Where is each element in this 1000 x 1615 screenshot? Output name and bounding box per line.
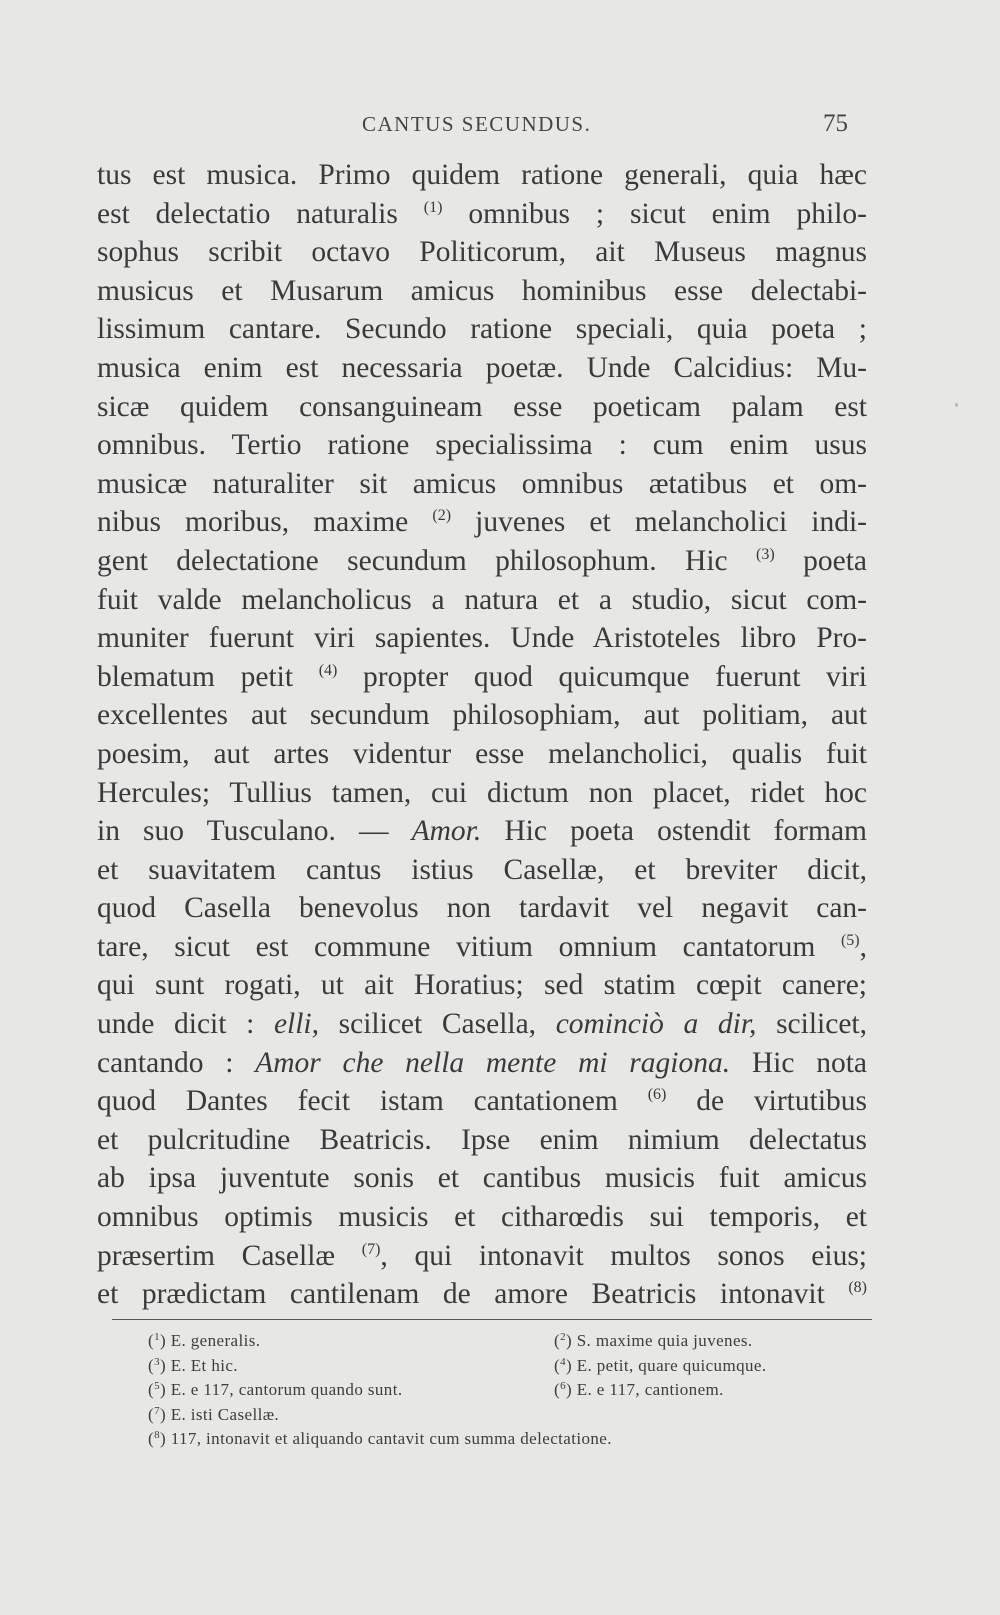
footnote: [554, 1329, 753, 1354]
footnote-row: [148, 1329, 868, 1354]
footnotes: [148, 1329, 868, 1452]
footnote-reference: (8): [848, 1279, 867, 1297]
footnote-mark: ($^3$): [148, 1355, 171, 1375]
text-segment: cantando :: [97, 1046, 256, 1079]
footnote-rule: [112, 1319, 872, 1320]
footnote: [148, 1354, 238, 1379]
main-text: [97, 156, 867, 1314]
footnote-row: [148, 1403, 868, 1428]
footnote-row: [148, 1378, 868, 1403]
paper-speck: [955, 403, 958, 407]
text-line: [97, 696, 867, 735]
text-segment: ,: [859, 930, 867, 963]
footnote-mark: ($^6$): [554, 1380, 577, 1399]
text-line: [97, 1198, 867, 1237]
text-segment: Hercules; Tullius tamen, cui dictum non placet, ridet hoc: [97, 776, 867, 809]
text-line: [97, 851, 867, 890]
text-line: [97, 1121, 867, 1160]
text-segment: Hic nota: [730, 1046, 867, 1079]
footnote-reference: (6): [647, 1086, 667, 1104]
footnote-row: [148, 1427, 868, 1452]
footnote-number: 6: [560, 1380, 566, 1392]
text-segment: fuit valde melancholicus a natura et a studio, sicut com-: [97, 583, 867, 616]
text-segment: in suo Tusculano. —: [97, 815, 412, 848]
text-line: [97, 310, 867, 349]
text-segment: lissimum cantare. Secundo ratione speciali, quia poeta ;: [97, 313, 867, 346]
text-segment: excellentes aut secundum philosophiam, aut politiam, aut: [97, 699, 867, 732]
text-segment: blematum petit: [97, 660, 319, 693]
footnote-number: 3: [154, 1355, 160, 1368]
text-line: [97, 1159, 867, 1198]
text-segment: omnibus. Tertio ratione specialissima : cum enim usus: [97, 429, 867, 462]
text-segment: poesim, aut artes videntur esse melancholici, qualis fuit: [97, 737, 867, 770]
italic-text: Amor.: [411, 815, 482, 848]
footnote-row: [148, 1354, 868, 1379]
footnote-text: E. Et hic.: [170, 1355, 238, 1375]
text-segment: musicus et Musarum amicus hominibus esse delectabi-: [97, 274, 867, 307]
text-line: [97, 156, 867, 195]
footnote-number: 7: [154, 1404, 160, 1417]
text-segment: omnibus ; sicut enim philo-: [442, 197, 867, 230]
text-segment: et suavitatem cantus istius Casellæ, et breviter dicit,: [97, 853, 867, 886]
footnote: [148, 1329, 260, 1354]
text-segment: muniter fuerunt viri sapientes. Unde Aristoteles libro Pro-: [97, 622, 867, 655]
text-segment: qui sunt rogati, ut ait Horatius; sed statim cœpit canere;: [97, 969, 867, 1002]
text-line: [97, 658, 867, 697]
text-line: [97, 542, 867, 581]
footnote-text: E. e 117, cantionem.: [576, 1380, 724, 1399]
footnote-reference: (3): [756, 545, 775, 563]
text-segment: tus est musica. Primo quidem ratione generali, quia hæc: [97, 159, 867, 191]
footnote-mark: ($^8$): [148, 1429, 171, 1448]
text-line: [97, 889, 867, 928]
footnote-number: 4: [560, 1355, 566, 1368]
text-line: [97, 426, 867, 465]
footnote-reference: (7): [361, 1240, 381, 1258]
text-line: [97, 581, 867, 620]
footnote-text: E. generalis.: [170, 1331, 261, 1350]
text-segment: scilicet,: [756, 1008, 867, 1041]
footnote-text: E. isti Casellæ.: [170, 1404, 280, 1424]
italic-text: cominciò a dir,: [555, 1008, 757, 1041]
footnote-reference: (2): [432, 507, 452, 525]
text-line: [97, 388, 867, 427]
italic-text: elli,: [273, 1008, 319, 1041]
text-line: [97, 1082, 867, 1121]
footnote-mark: ($^4$): [554, 1355, 577, 1375]
text-segment: scilicet Casella,: [319, 1008, 556, 1041]
footnote-mark: ($^7$): [148, 1404, 171, 1424]
text-line: [97, 928, 867, 967]
text-segment: omnibus optimis musicis et citharœdis sui temporis, et: [97, 1201, 867, 1234]
text-line: [97, 1044, 867, 1083]
footnote-number: 8: [154, 1429, 160, 1441]
footnote: [554, 1378, 724, 1403]
page-header: [0, 112, 1000, 146]
footnote-number: 5: [154, 1380, 160, 1392]
text-segment: quod Dantes fecit istam cantationem: [97, 1085, 648, 1118]
text-segment: poeta: [774, 544, 867, 577]
text-line: [97, 812, 867, 851]
footnote-mark: ($^1$): [148, 1331, 171, 1350]
footnote-reference: (5): [840, 931, 860, 949]
footnote-number: 2: [560, 1331, 566, 1343]
text-line: [97, 349, 867, 388]
italic-text: Amor che nella mente mi ragiona.: [255, 1046, 731, 1079]
text-segment: de virtutibus: [666, 1085, 867, 1118]
text-segment: , qui intonavit multos sonos eius;: [380, 1239, 867, 1272]
footnote-reference: (1): [423, 198, 443, 216]
footnote-mark: ($^5$): [148, 1380, 171, 1399]
text-segment: et prædictam cantilenam de amore Beatricis intonavit: [97, 1278, 849, 1311]
text-segment: quod Casella benevolus non tardavit vel negavit can-: [97, 892, 867, 925]
text-line: [97, 272, 867, 311]
text-line: [97, 1005, 867, 1044]
text-segment: tare, sicut est commune vitium omnium cantatorum: [97, 930, 841, 963]
footnote: [148, 1427, 612, 1452]
text-segment: propter quod quicumque fuerunt viri: [337, 660, 868, 693]
text-segment: præsertim Casellæ: [97, 1239, 362, 1272]
footnote-reference: (4): [318, 661, 338, 679]
text-segment: sicæ quidem consanguineam esse poeticam palam est: [97, 390, 867, 423]
text-segment: juvenes et melancholici indi-: [451, 506, 867, 539]
text-line: [97, 735, 867, 774]
text-line: [97, 195, 867, 234]
text-line: [97, 465, 867, 504]
text-line: [97, 503, 867, 542]
footnote-text: S. maxime quia juvenes.: [576, 1331, 753, 1350]
text-segment: gent delectatione secundum philosophum. Hic: [97, 544, 757, 577]
text-line: [97, 1237, 867, 1276]
footnote: [554, 1354, 766, 1379]
footnote: [148, 1403, 279, 1428]
text-segment: est delectatio naturalis: [97, 197, 424, 230]
footnote-text: 117, intonavit et aliquando cantavit cum summa delectatione.: [170, 1429, 612, 1448]
footnote: [148, 1378, 402, 1403]
text-line: [97, 233, 867, 272]
footnote-text: E. petit, quare quicumque.: [576, 1355, 767, 1375]
text-segment: musica enim est necessaria poetæ. Unde Calcidius: Mu-: [97, 351, 867, 384]
text-segment: nibus moribus, maxime: [97, 506, 433, 539]
footnote-text: E. e 117, cantorum quando sunt.: [170, 1380, 403, 1399]
footnote-number: 1: [154, 1331, 160, 1343]
footnote-mark: ($^2$): [554, 1331, 577, 1350]
text-line: [97, 966, 867, 1005]
text-segment: unde dicit :: [97, 1008, 274, 1041]
text-segment: musicæ naturaliter sit amicus omnibus ætatibus et om-: [97, 467, 867, 500]
text-segment: ab ipsa juventute sonis et cantibus musicis fuit amicus: [97, 1162, 867, 1195]
text-segment: Hic poeta ostendit formam: [481, 815, 867, 848]
text-segment: sophus scribit octavo Politicorum, ait Museus magnus: [97, 236, 867, 269]
running-head: CANTUS SECUNDUS.: [362, 112, 592, 136]
text-line: [97, 1275, 867, 1314]
page-number: 75: [823, 110, 848, 137]
text-line: [97, 774, 867, 813]
text-line: [97, 619, 867, 658]
text-segment: et pulcritudine Beatricis. Ipse enim nimium delectatus: [97, 1123, 867, 1156]
